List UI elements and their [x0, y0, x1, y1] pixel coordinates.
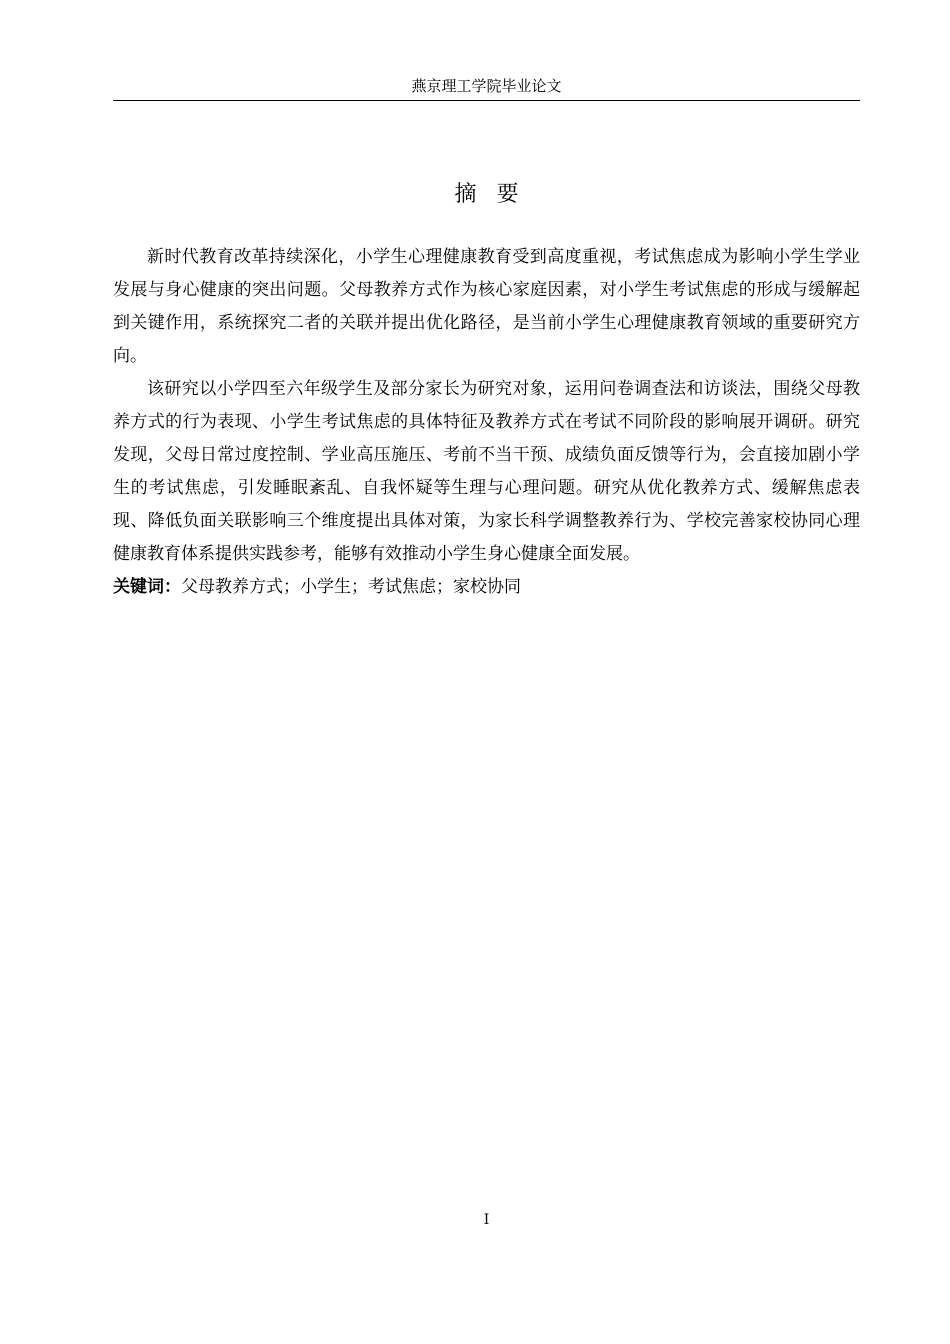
abstract-body [113, 241, 860, 604]
header-rule [113, 100, 860, 101]
abstract-paragraph-1: 新时代教育改革持续深化，小学生心理健康教育受到高度重视，考试焦虑成为影响小学生学业发展与身心健康的突出问题。父母教养方式作为核心家庭因素，对小学生考试焦虑的形成与缓解起到关键作用，系统探究二者的关联并提出优化路径，是当前小学生心理健康教育领域的重要研究方向。 [113, 247, 860, 366]
running-header: 燕京理工学院毕业论文 [411, 77, 562, 95]
abstract-paragraph-2: 该研究以小学四至六年级学生及部分家长为研究对象，运用问卷调查法和访谈法，围绕父母教养方式的行为表现、小学生考试焦虑的具体特征及教养方式在考试不同阶段的影响展开调研。研究发现，父母日常过度控制、学业高压施压、考前不当干预、成绩负面反馈等行为，会直接加剧小学生的考试焦虑，引发睡眠紊乱、自我怀疑等生理与心理问题。研究从优化教养方式、缓解焦虑表现、降低负面关联影响三个维度提出具体对策，为家长科学调整教养行为、学校完善家校协同心理健康教育体系提供实践参考，能够有效推动小学生身心健康全面发展。 [113, 379, 860, 564]
page-number: I [483, 1212, 490, 1228]
keywords-label: 关键词： [113, 577, 181, 597]
keywords-line [113, 571, 860, 604]
abstract-title: 摘要 [454, 182, 539, 207]
keywords-list: 父母教养方式；小学生；考试焦虑；家校协同 [181, 577, 521, 597]
